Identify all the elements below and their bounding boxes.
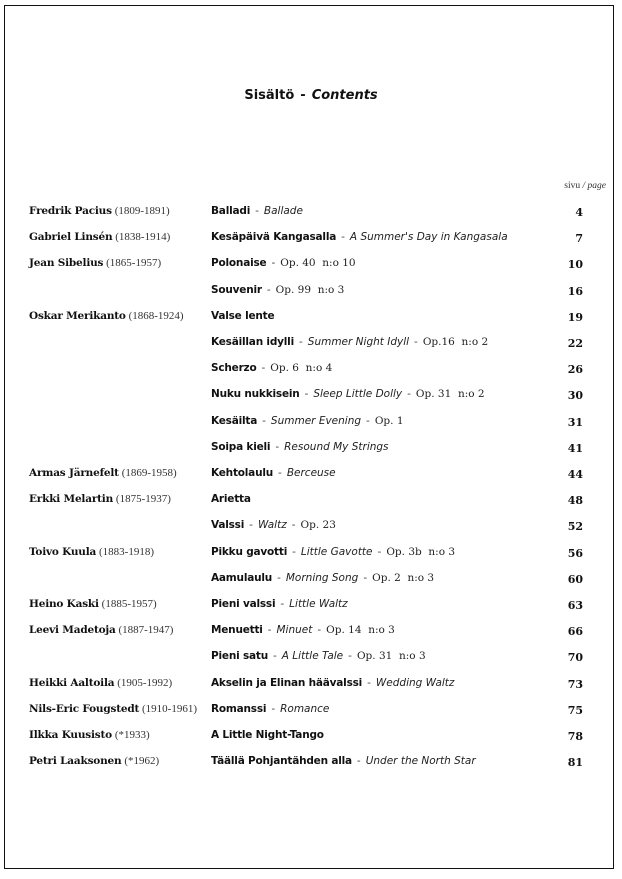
work-title-english: Romance bbox=[280, 702, 330, 715]
separator-dash: - bbox=[277, 571, 281, 584]
work-title bbox=[211, 519, 336, 531]
work-title-finnish: Souvenir bbox=[211, 283, 262, 296]
opus-number: Op. 23 bbox=[300, 519, 336, 532]
separator-dash: - bbox=[298, 336, 303, 348]
work-title bbox=[211, 729, 324, 741]
work-title-finnish: Soipa kieli bbox=[211, 440, 271, 453]
composer-name: Heikki Aaltoila bbox=[29, 676, 115, 689]
page-label-separator: / bbox=[582, 181, 586, 191]
separator-dash: - bbox=[292, 545, 296, 558]
work-title-english: Summer Evening bbox=[270, 414, 362, 427]
separator-dash: - bbox=[341, 231, 345, 244]
page-number: 70 bbox=[567, 651, 583, 665]
composer-dates: (1887-1947) bbox=[118, 624, 174, 637]
page-number: 41 bbox=[567, 441, 583, 455]
page-number: 22 bbox=[567, 337, 583, 350]
toc-entry[interactable] bbox=[0, 572, 622, 592]
work-title bbox=[211, 677, 454, 689]
page-number: 4 bbox=[575, 206, 583, 219]
composer-name: Nils-Eric Fougstedt bbox=[29, 702, 140, 715]
work-title-english: Summer Night Idyll bbox=[307, 336, 410, 348]
separator-dash: - bbox=[261, 362, 266, 375]
toc-entry[interactable] bbox=[0, 388, 622, 408]
toc-entry[interactable] bbox=[0, 284, 622, 304]
work-title bbox=[211, 362, 332, 374]
work-title-finnish: Polonaise bbox=[211, 257, 267, 270]
opus-number: Op. 14 n:o 3 bbox=[326, 624, 395, 637]
page-number: 66 bbox=[567, 625, 583, 639]
composer bbox=[29, 677, 172, 689]
work-title-finnish: Kehtolaulu bbox=[211, 467, 274, 479]
toc-entry[interactable] bbox=[0, 703, 622, 723]
composer-dates: (1838-1914) bbox=[115, 231, 171, 244]
composer bbox=[29, 624, 173, 636]
composer bbox=[29, 205, 170, 217]
composer bbox=[29, 703, 197, 715]
opus-number: Op. 2 n:o 3 bbox=[372, 571, 435, 584]
work-title bbox=[211, 572, 434, 584]
composer-dates: (1865-1957) bbox=[106, 257, 162, 270]
composer-dates: (1875-1937) bbox=[115, 493, 171, 506]
toc-entry[interactable] bbox=[0, 205, 622, 225]
page-number: 19 bbox=[567, 310, 583, 324]
composer-dates: (1809-1891) bbox=[114, 205, 170, 217]
work-title-finnish: Kesäillan idylli bbox=[211, 336, 294, 348]
page-number: 30 bbox=[567, 389, 583, 403]
composer bbox=[29, 755, 159, 767]
page-number: 60 bbox=[567, 572, 583, 586]
toc-entry[interactable] bbox=[0, 755, 622, 775]
composer-dates: (*1933) bbox=[114, 729, 150, 741]
toc-entry[interactable] bbox=[0, 650, 622, 670]
work-title bbox=[211, 755, 476, 767]
toc-entry[interactable] bbox=[0, 362, 622, 382]
work-title bbox=[211, 441, 389, 453]
composer-name: Fredrik Pacius bbox=[29, 205, 112, 217]
composer bbox=[29, 231, 170, 243]
work-title-english: A Little Tale bbox=[281, 650, 344, 663]
work-title bbox=[211, 546, 455, 558]
composer-name: Armas Järnefelt bbox=[29, 467, 119, 479]
work-title-finnish: Pikku gavotti bbox=[211, 545, 288, 558]
title-english: Contents bbox=[311, 88, 378, 103]
separator-dash: - bbox=[304, 388, 309, 401]
toc-entry[interactable] bbox=[0, 546, 622, 566]
toc-entry[interactable] bbox=[0, 231, 622, 251]
opus-number: Op. 40 n:o 10 bbox=[280, 257, 356, 270]
work-title bbox=[211, 388, 485, 400]
work-title bbox=[211, 205, 303, 217]
work-title-finnish: Scherzo bbox=[211, 362, 257, 375]
page-number: 75 bbox=[567, 703, 583, 717]
composer-dates: (1869-1958) bbox=[121, 467, 177, 479]
work-title-finnish: Pieni valssi bbox=[211, 598, 276, 610]
separator-dash: - bbox=[377, 545, 382, 558]
separator-dash: - bbox=[366, 414, 370, 427]
opus-number: Op. 99 n:o 3 bbox=[275, 283, 345, 296]
separator-dash: - bbox=[407, 388, 411, 401]
toc-entry[interactable] bbox=[0, 598, 622, 618]
composer-name: Ilkka Kuusisto bbox=[29, 729, 112, 741]
opus-number: Op. 3b n:o 3 bbox=[386, 545, 456, 558]
opus-number: Op. 1 bbox=[374, 414, 404, 427]
work-title bbox=[211, 310, 274, 322]
separator-dash: - bbox=[367, 676, 371, 689]
page-number: 56 bbox=[567, 546, 583, 560]
opus-number: Op. 31 n:o 3 bbox=[356, 650, 426, 663]
work-title-english: Ballade bbox=[263, 205, 303, 217]
composer-name: Toivo Kuula bbox=[29, 545, 97, 558]
work-title-finnish: Täällä Pohjantähden alla bbox=[211, 755, 352, 768]
composer bbox=[29, 493, 171, 505]
page-number: 10 bbox=[567, 258, 583, 272]
toc-entry[interactable] bbox=[0, 624, 622, 644]
composer-dates: (1885-1957) bbox=[101, 598, 157, 610]
work-title-finnish: Valse lente bbox=[211, 309, 275, 322]
work-title-english: Under the North Star bbox=[365, 755, 476, 768]
work-title-finnish: Balladi bbox=[211, 205, 251, 217]
page-number: 31 bbox=[567, 415, 583, 429]
page-number: 81 bbox=[567, 756, 583, 770]
work-title-finnish: Pieni satu bbox=[211, 650, 268, 663]
work-title-finnish: Nuku nukkisein bbox=[211, 388, 300, 401]
page-label-finnish: sivu bbox=[564, 181, 581, 191]
page-column-header bbox=[564, 181, 606, 191]
work-title-english: Waltz bbox=[257, 519, 287, 532]
separator-dash: - bbox=[271, 257, 276, 270]
work-title bbox=[211, 703, 329, 715]
opus-number: Op. 6 n:o 4 bbox=[270, 362, 333, 375]
composer-name: Oskar Merikanto bbox=[29, 309, 126, 322]
separator-dash: - bbox=[272, 650, 277, 663]
separator-dash: - bbox=[363, 571, 368, 584]
page-number: 48 bbox=[567, 494, 583, 508]
work-title-finnish: Akselin ja Elinan häävalssi bbox=[211, 676, 363, 689]
separator-dash: - bbox=[255, 205, 259, 217]
composer-name: Gabriel Linsén bbox=[29, 231, 113, 244]
composer-dates: (1905-1992) bbox=[117, 676, 173, 689]
work-title-english: Resound My Strings bbox=[284, 440, 389, 453]
work-title bbox=[211, 257, 356, 269]
separator-dash: - bbox=[278, 467, 282, 479]
work-title bbox=[211, 467, 336, 479]
composer bbox=[29, 546, 154, 558]
work-title bbox=[211, 415, 404, 427]
toc-entry[interactable] bbox=[0, 336, 622, 356]
work-title-english: Minuet bbox=[276, 624, 313, 637]
toc-entry[interactable] bbox=[0, 677, 622, 697]
composer bbox=[29, 310, 184, 322]
page-number: 52 bbox=[567, 520, 583, 534]
separator-dash: - bbox=[348, 650, 352, 663]
work-title-finnish: Valssi bbox=[211, 519, 245, 532]
composer-name: Petri Laaksonen bbox=[29, 755, 122, 768]
work-title-finnish: Kesäpäivä Kangasalla bbox=[211, 231, 337, 244]
work-title-english: Little Waltz bbox=[289, 598, 348, 610]
separator-dash: - bbox=[317, 624, 322, 637]
composer-name: Jean Sibelius bbox=[29, 257, 104, 270]
work-title-finnish: Romanssi bbox=[211, 702, 267, 715]
composer bbox=[29, 257, 161, 269]
toc-entry[interactable] bbox=[0, 519, 622, 539]
page-label-english: page bbox=[587, 181, 606, 191]
separator-dash: - bbox=[271, 702, 276, 715]
toc-entry[interactable] bbox=[0, 493, 622, 513]
separator-dash: - bbox=[267, 624, 272, 637]
composer-dates: (1910-1961) bbox=[142, 702, 197, 715]
work-title bbox=[211, 231, 508, 243]
composer bbox=[29, 467, 177, 479]
toc-entry[interactable] bbox=[0, 415, 622, 435]
separator-dash: - bbox=[291, 519, 296, 532]
separator-dash: - bbox=[262, 414, 266, 427]
separator-dash: - bbox=[414, 336, 418, 348]
toc-entry[interactable] bbox=[0, 257, 622, 277]
composer-dates: (*1962) bbox=[124, 755, 160, 768]
work-title bbox=[211, 624, 395, 636]
composer-name: Heino Kaski bbox=[29, 598, 99, 610]
composer-dates: (1883-1918) bbox=[99, 545, 154, 558]
work-title bbox=[211, 284, 344, 296]
work-title-finnish: Menuetti bbox=[211, 624, 263, 637]
page-number: 78 bbox=[567, 730, 583, 743]
composer-dates: (1868-1924) bbox=[128, 309, 184, 322]
page-number: 63 bbox=[567, 599, 583, 612]
page-number: 26 bbox=[567, 363, 583, 377]
page-number: 16 bbox=[567, 284, 583, 298]
separator-dash: - bbox=[356, 755, 361, 768]
opus-number: Op. 31 n:o 2 bbox=[415, 388, 485, 401]
page-number: 44 bbox=[567, 468, 583, 481]
toc-entry[interactable] bbox=[0, 729, 622, 749]
composer bbox=[29, 729, 150, 741]
toc-entry[interactable] bbox=[0, 441, 622, 461]
work-title-english: Sleep Little Dolly bbox=[313, 388, 403, 401]
work-title bbox=[211, 493, 251, 505]
separator-dash: - bbox=[275, 440, 280, 453]
work-title-finnish: Aamulaulu bbox=[211, 571, 273, 584]
opus-number: Op.16 n:o 2 bbox=[422, 336, 489, 348]
page-title bbox=[0, 88, 622, 103]
separator-dash: - bbox=[249, 519, 253, 532]
work-title bbox=[211, 598, 348, 610]
separator-dash: - bbox=[266, 283, 271, 296]
work-title-finnish: Arietta bbox=[211, 493, 251, 506]
work-title-english: Little Gavotte bbox=[300, 545, 373, 558]
composer-name: Leevi Madetoja bbox=[29, 624, 116, 637]
toc-entry[interactable] bbox=[0, 467, 622, 487]
separator-dash: - bbox=[280, 598, 285, 610]
composer-name: Erkki Melartin bbox=[29, 493, 114, 506]
title-finnish: Sisältö bbox=[244, 88, 295, 103]
page-number: 73 bbox=[567, 677, 583, 691]
work-title-finnish: Kesäilta bbox=[211, 414, 258, 427]
work-title-english: A Summer's Day in Kangasala bbox=[349, 231, 508, 244]
work-title bbox=[211, 336, 488, 348]
work-title-english: Morning Song bbox=[285, 571, 359, 584]
title-separator: - bbox=[300, 88, 306, 103]
work-title-finnish: A Little Night-Tango bbox=[211, 729, 324, 741]
work-title-english: Wedding Waltz bbox=[375, 676, 455, 689]
work-title-english: Berceuse bbox=[286, 467, 336, 479]
page-number: 7 bbox=[575, 232, 583, 246]
toc-entry[interactable] bbox=[0, 310, 622, 330]
composer bbox=[29, 598, 157, 610]
work-title bbox=[211, 650, 426, 662]
